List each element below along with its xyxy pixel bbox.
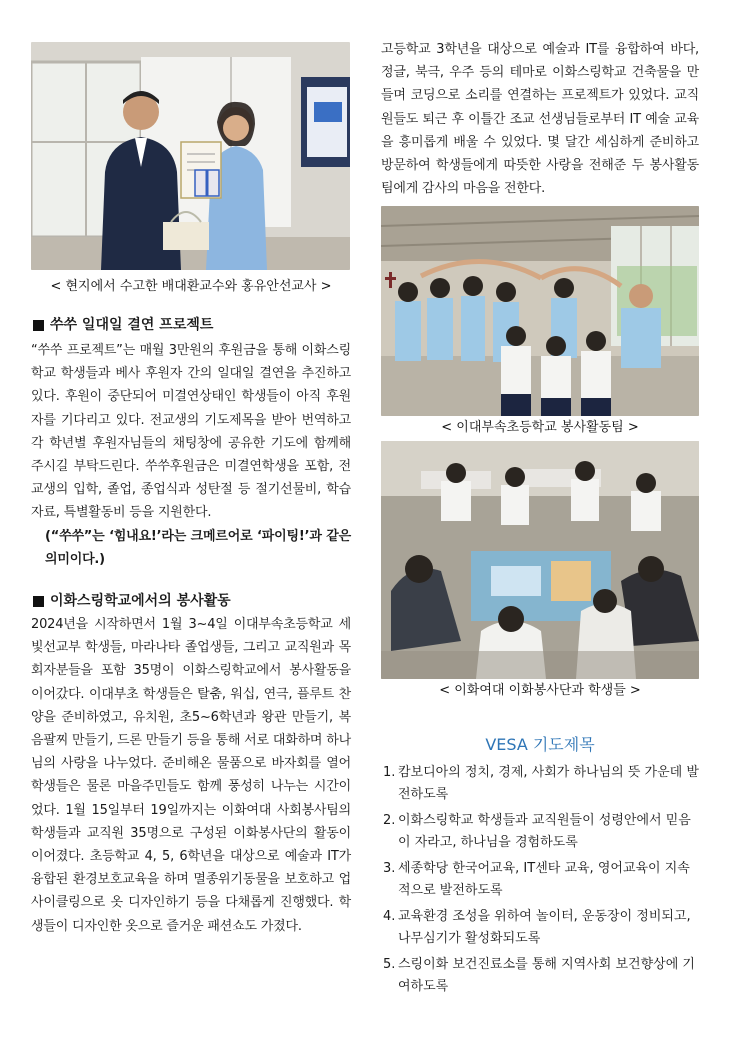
prayer-item: 5. 스링이화 보건진료소를 통해 지역사회 보건향상에 기여하도록 xyxy=(383,957,695,994)
right-column xyxy=(381,38,699,1002)
photo-ewha-volunteer-group-image xyxy=(381,441,699,679)
photo-ewha-volunteer-group-caption: < 이화여대 이화봉사단과 학생들 > xyxy=(439,683,641,699)
prayer-item: 2. 이화스링학교 학생들과 교직원들이 성령안에서 믿음이 자라고, 하나님을 경험하도록 xyxy=(383,813,691,850)
photo-elementary-volunteer-team xyxy=(381,206,699,416)
photo-elementary-volunteer-team-caption: < 이대부속초등학교 봉사활동팀 > xyxy=(441,420,639,436)
vesa-prayer-list xyxy=(381,762,699,997)
vesa-prayer-title: VESA 기도제목 xyxy=(485,735,595,755)
black-square-icon xyxy=(33,596,44,607)
section-heading-susu-project-text: 쑤쑤 일대일 결연 프로젝트 xyxy=(50,317,214,333)
photo-ewha-volunteer-group xyxy=(381,441,699,679)
photo-elementary-volunteer-team-image xyxy=(381,206,699,416)
photo-professor-and-missionary-image xyxy=(31,42,350,270)
photo-professor-and-missionary-caption: < 현지에서 수고한 배대환교수와 홍유안선교사 > xyxy=(50,279,332,294)
prayer-item: 3. 세종학당 한국어교육, IT센타 교육, 영어교육이 지속적으로 발전하도록 xyxy=(383,861,690,898)
photo-professor-and-missionary xyxy=(31,42,350,270)
left-column xyxy=(31,42,351,938)
section-heading-volunteer-activities xyxy=(31,591,351,611)
section-heading-susu-project xyxy=(31,315,351,335)
prayer-item: 1. 캄보디아의 정치, 경제, 사회가 하나님의 뜻 가운데 발전하도록 xyxy=(383,765,699,802)
susu-project-note: (“쑤쑤”는 ‘힘내요!’라는 크메르어로 ‘파이팅!’과 같은 의미이다.) xyxy=(45,528,351,567)
volunteer-activities-body: 2024년을 시작하면서 1월 3~4일 이대부속초등학교 세빛선교부 학생들, 마라나타 졸업생들, 그리고 교직원과 목회자분들을 포함 35명이 이화스링학교에서 봉사활동을 이어갔다. 이대부초 학생들은 탈춤, 워십, 연극, 플루트 찬양을 준비하였고, 유치원, 초5~6학년과 왕관 만들기, 복음팔찌 만들기, 드론 만들기 등을 통해 서로 대화하며 하나님의 사랑을 나누었다. 준비해온 물품으로 바자회를 열어 학생들은 물론 마을주민들도 함께 풍성히 나누는 시간이었다. 1월 15일부터 19일까지는 이화여대 사회봉사팀의 학생들과 교직원 35명으로 구성된 이화봉사단의 활동이 이어졌다. 초등학교 4, 5, 6학년을 대상으로 예술과 IT가 융합된 환경보호교육을 하며 멸종위기동물을 보호하고 업사이클링으로 옷 디자인하기 등을 다채롭게 진행했다. 학생들이 디자인한 옷으로 즐거운 패션쇼도 가졌다. xyxy=(31,617,351,934)
volunteer-activities-continuation: 고등학교 3학년을 대상으로 예술과 IT를 융합하여 바다, 정글, 북극, 우주 등의 테마로 이화스링학교 건축물을 만들며 코딩으로 소리를 연결하는 프로젝트가 있었다. 교직원들도 퇴근 후 이틀간 조교 선생님들로부터 IT 예술 교육을 흥미롭게 배울 수 있었다. 몇 달간 세심하게 준비하고 방문하여 학생들에게 따뜻한 사랑을 전해준 두 봉사활동팀에게 감사의 마음을 전한다. xyxy=(381,42,699,197)
section-heading-volunteer-activities-text: 이화스링학교에서의 봉사활동 xyxy=(50,593,231,610)
susu-project-body: “쑤쑤 프로젝트”는 매월 3만원의 후원금을 통해 이화스링학교 학생들과 베사 후원자 간의 일대일 결연을 추진하고 있다. 후원이 중단되어 미결연상태인 학생들이 아직 후원자를 기다리고 있다. 전교생의 기도제목을 받아 번역하고 각 학년별 후원자님들의 채팅창에 공유한 기도에 함께해 주시길 부탁드린다. 쑤쑤후원금은 미결연학생을 포함, 전교생의 입학, 졸업, 종업식과 성탄절 등 절기선물비, 학습자료, 특별활동비 등을 지원한다. xyxy=(31,343,351,521)
prayer-item: 4. 교육환경 조성을 위하여 놀이터, 운동장이 정비되고, 나무심기가 활성화되도록 xyxy=(383,909,691,946)
black-square-icon xyxy=(33,320,44,331)
